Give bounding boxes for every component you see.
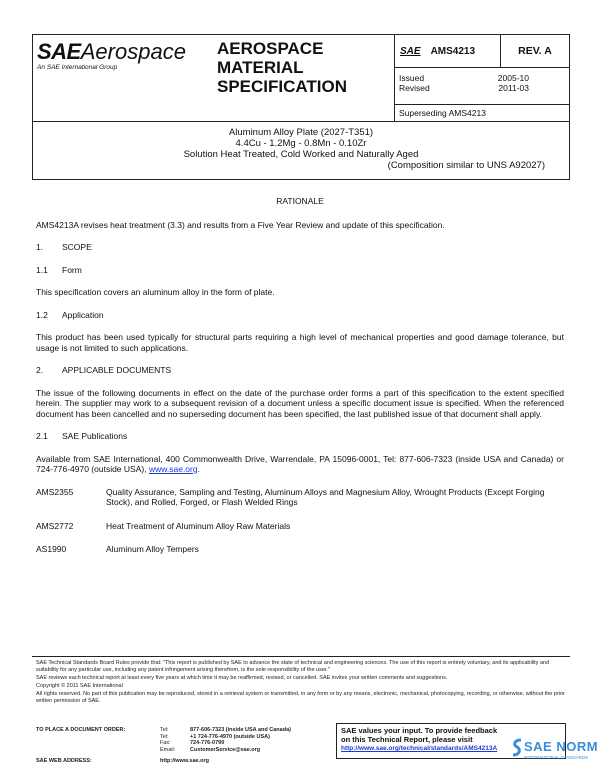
reference-title: Quality Assurance, Sampling and Testing, Aluminum Alloys and Magnesium Alloy, Wrought Products (Except Forging Stock), and Rolled, Forged, or Flash Welded Rings — [106, 486, 545, 507]
section-2-heading: 2. APPLICABLE DOCUMENTS — [36, 365, 172, 375]
revised-date: 2011-03 — [498, 83, 529, 93]
reference-code: AMS2772 — [36, 520, 74, 531]
title-line-3: SPECIFICATION — [217, 77, 348, 96]
doc-number — [395, 35, 501, 67]
section-2-text: The issue of the following documents in effect on the date of the purchase order forms a part of this specification to the extent specified herein. The supplier may work to a subsequent revision of a document unless a specific document issue is specified. When the referenced document has been cancelled and no superseding document has been specified, the last published issue of that document shall apply. — [36, 387, 564, 419]
subtitle-line-4: (Composition similar to UNS A92027) — [387, 160, 545, 171]
feedback-link[interactable]: http://www.sae.org/technical/standards/AMS4213A — [341, 745, 498, 752]
logo-block — [33, 35, 215, 121]
doc-number-text: AMS4213 — [430, 45, 476, 57]
order-contact-block: TO PLACE A DOCUMENT ORDER: Tel: 877-606-7323 (inside USA and Canada) Tel: +1 724-776-4970 (outside USA) Fax: 724-776-0790 Email: CustomerService@sae.org — [36, 727, 330, 753]
footer-copyright: Copyright © 2011 SAE International — [36, 683, 123, 689]
logo-subtitle: An SAE International Group — [37, 64, 118, 71]
section-1-2-heading: 1.2 Application — [36, 309, 104, 320]
reference-item — [36, 487, 564, 508]
section-1-1-heading: 1.1 Form — [36, 264, 82, 275]
doc-info — [395, 35, 569, 121]
footer-divider — [32, 656, 570, 657]
watermark-subtext: INTERNATIONAL STANDARDS — [524, 755, 589, 760]
reference-code: AMS2355 — [36, 486, 74, 497]
subtitle-line-3: Solution Heat Treated, Cold Worked and Naturally Aged — [183, 149, 419, 160]
subtitle-line-1: Aluminum Alloy Plate (2027-T351) — [228, 127, 374, 138]
reference-item — [36, 544, 564, 555]
reference-title: Aluminum Alloy Tempers — [106, 544, 199, 554]
section-1-1-text: This specification covers an aluminum alloy in the form of plate. — [36, 287, 275, 297]
reference-title: Heat Treatment of Aluminum Alloy Raw Materials — [106, 520, 291, 531]
spec-title — [215, 35, 395, 121]
sae-aerospace-logo: SAEAerospace — [37, 39, 186, 64]
rationale-heading: RATIONALE — [276, 196, 324, 206]
title-line-1: AEROSPACE — [217, 39, 324, 58]
legal-footer — [36, 660, 566, 706]
sae-norm-watermark — [510, 737, 600, 773]
reference-code: AS1990 — [36, 544, 67, 554]
sae-mini-logo: SAE — [400, 45, 421, 57]
revision: REV. A — [518, 45, 552, 57]
section-2-1-heading: 2.1 SAE Publications — [36, 431, 128, 441]
sae-website-link[interactable]: www.sae.org — [148, 464, 198, 474]
order-label: TO PLACE A DOCUMENT ORDER: — [36, 727, 126, 733]
fax-number: 724-776-0790 — [190, 740, 225, 747]
watermark-icon — [510, 737, 524, 759]
feedback-box: SAE values your input. To provide feedback on this Technical Report, please visit http://www.sae.org/technical/standards/AMS4213A — [336, 723, 566, 759]
phone-international: +1 724-776-4970 (outside USA) — [190, 733, 270, 740]
doc-id-row — [395, 35, 569, 68]
section-2-1-text: Available from SAE International, 400 Commonwealth Drive, Warrendale, PA 15096-0001, Tel: 877-606-7323 (inside USA and Canada) or 724-776-4970 (outside USA), www.sae.org. — [36, 453, 564, 474]
spec-header — [32, 34, 570, 122]
section-1-heading: 1. SCOPE — [36, 242, 92, 252]
footer-rules-text: SAE Technical Standards Board Rules provide that: "This report is published by SAE to advance the state of technical and engineering sciences. The use of this report is entirely voluntary, and its applicability and suitability for any particular use, including any patent infringement arising therefrom, is the sole responsibility of the user." — [36, 660, 550, 673]
title-line-2: MATERIAL — [217, 58, 304, 77]
web-address-link[interactable]: http://www.sae.org — [160, 758, 209, 764]
material-subtitle — [32, 121, 570, 180]
issued-date: 2005-10 — [497, 73, 529, 83]
footer-rights-text: All rights reserved. No part of this publication may be reproduced, stored in a retrieval system or transmitted, in any form or by any means, electronic, mechanical, photocopying, recording, or otherwise, without the prior written permission of SAE. — [36, 691, 565, 704]
spec-body — [36, 196, 564, 568]
dates-block — [395, 68, 569, 105]
revised-row: Revised 2011-03 — [399, 83, 529, 93]
superseding: Superseding AMS4213 — [399, 108, 486, 118]
watermark-text: SAE NORM — [524, 739, 599, 754]
rationale-text: AMS4213A revises heat treatment (3.3) and results from a Five Year Review and update of this specification. — [36, 219, 445, 230]
reference-item — [36, 521, 564, 532]
subtitle-line-2: 4.4Cu - 1.2Mg - 0.8Mn - 0.10Zr — [235, 138, 367, 149]
customer-email[interactable]: CustomerService@sae.org — [190, 746, 261, 753]
footer-review-text: SAE reviews each technical report at least every five years at which time it may be reaffirmed, revised, or cancelled. SAE invites your written comments and suggestions. — [36, 675, 448, 681]
section-1-2-text: This product has been used typically for structural parts requiring a high level of mechanical properties and good damage tolerance, but usage is not limited to such applications. — [36, 332, 564, 353]
issued-row: Issued 2005-10 — [399, 73, 529, 83]
web-address-row: SAE WEB ADDRESS: http://www.sae.org — [36, 758, 209, 764]
phone-domestic: 877-606-7323 (inside USA and Canada) — [190, 727, 291, 733]
